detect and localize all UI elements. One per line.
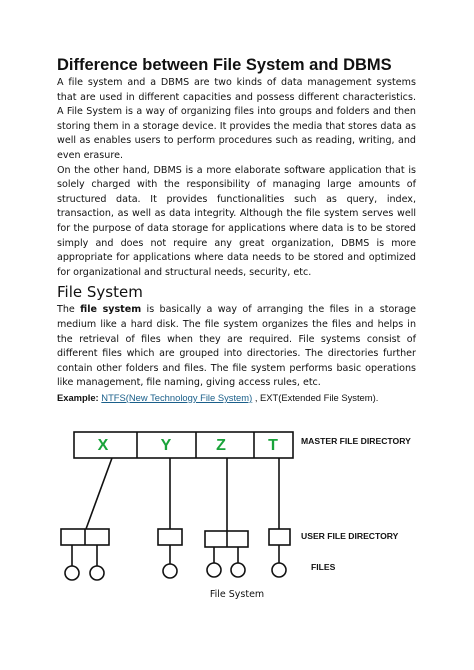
directory-letter-y: Y [160,437,172,454]
file-circle [231,563,245,577]
intro-paragraph-2: On the other hand, DBMS is a more elaborate software application that is solely charged with the responsibility of managing large amounts of structured data. It provides functionalities such as query, index, transaction, as well as data integrity. Although the file system serves well for the purpose of data storage for applications where data is to be stored simply and does not require any great organization, DBMS is more appropriate for applications where data needs to be stored and optimized for organizational and structural needs, security, etc. [57,164,416,278]
directory-letter-t: T [268,437,278,454]
pointer-line-x [86,458,112,529]
file-circle [90,566,104,580]
directory-letter-x: X [97,437,109,454]
directory-letter-z: Z [216,437,226,454]
section-title-file-system: File System [57,283,143,302]
master-directory-label: MASTER FILE DIRECTORY [301,436,411,446]
page-title: Difference between File System and DBMS [57,56,392,74]
user-directory-label: USER FILE DIRECTORY [301,531,399,541]
file-circle [163,564,177,578]
paragraph-text-rest: is basically a way of arranging the files in a storage medium like a hard disk. The file system organizes the files and helps in the retrieval of files when they are required. File systems consist of different files which are grouped into directories. The directories further contain other folders and files. The file system performs basic operations like management, file naming, giving access rules, etc. [57,304,417,389]
intro-paragraph-1: A file system and a DBMS are two kinds of data management systems that are used in different capacities and possess different characteristics. A File System is a way of organizing files into groups and folders and then storing them in a storage device. It provides the media that stores data as well as enables users to perform procedures such as reading, writing, and even erasure. [57,77,416,161]
figure-caption: File System [209,589,265,600]
example-label: Example: [57,391,99,403]
file-circle [65,566,79,580]
example-rest: , EXT(Extended File System). [252,391,379,403]
user-directory-box-t [269,529,290,545]
ntfs-link[interactable]: NTFS(New Technology File System) [101,391,253,403]
user-directory-box-y [158,529,182,545]
files-label: FILES [311,562,336,572]
file-circle [272,563,286,577]
file-circle [207,563,221,577]
paragraph-text-start: The [57,304,81,316]
bold-term: file system [80,304,142,316]
